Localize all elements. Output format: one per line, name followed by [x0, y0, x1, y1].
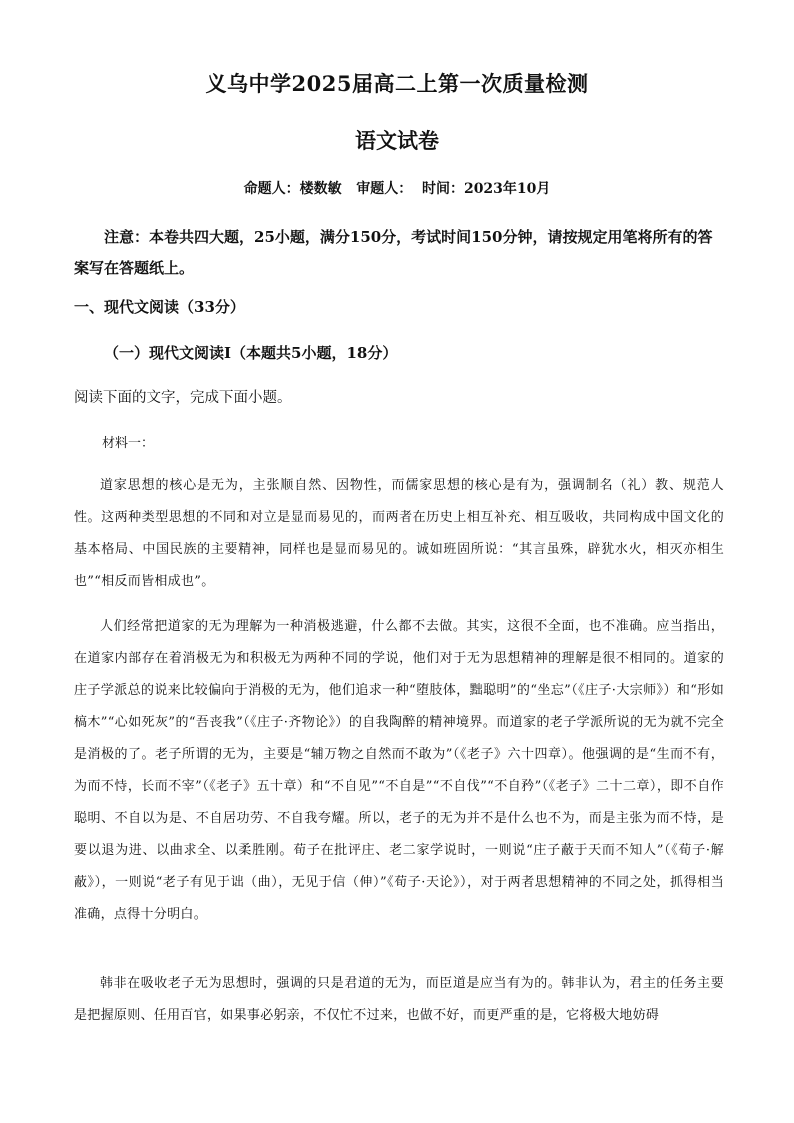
paragraph-3: 韩非在吸收老子无为思想时，强调的只是君道的无为，而臣道是应当有为的。韩非认为，君主的任务主要是把握原则、任用百官，如果事必躬亲，不仅忙不过来，也做不好，而更严重的是，它将极大地妨碍 [74, 976, 724, 1023]
subsection-heading: （一）现代文阅读Ⅰ（本题共5小题，18分） [104, 344, 398, 362]
exam-subtitle: 语文试卷 [355, 128, 439, 153]
paragraph-1: 道家思想的核心是无为，主张顺自然、因物性，而儒家思想的核心是有为，强调制名（礼）教、规范人性。这两种类型思想的不同和对立是显而易见的，而两者在历史上相互补充、相互吸收，共同构成中国文化的基本格局、中国民族的主要精神，同样也是显而易见的。诚如班固所说：“其言虽殊，辟犹水火，相灭亦相生也”“相反而皆相成也”。 [74, 478, 724, 589]
exam-title: 义乌中学2025届高二上第一次质量检测 [205, 71, 589, 96]
paragraph-2: 人们经常把道家的无为理解为一种消极逃避，什么都不去做。其实，这很不全面，也不准确。应当指出，在道家内部存在着消极无为和积极无为两种不同的学说，他们对于无为思想精神的理解是很不相同的。道家的庄子学派总的说来比较偏向于消极的无为，他们追求一种“堕肢体，黜聪明”的“坐忘”（《庄子·大宗师》）和“形如槁木”“心如死灰”的“吾丧我”（《庄子·齐物论》）的自我陶醉的精神境界。而道家的老子学派所说的无为就不完全是消极的了。老子所谓的无为，主要是“辅万物之自然而不敢为”（《老子》六十四章）。他强调的是“生而不有，为而不恃，长而不宰”（《老子》五十章）和“不自见”“不自是”“不自伐”“不自矜”（《老子》二十二章），即不自作聪明、不自以为是、不自居功劳、不自我夸耀。所以，老子的无为并不是什么也不为，而是主张为而不恃，是要以退为进、以曲求全、以柔胜刚。荀子在批评庄、老二家学说时，一则说“庄子蔽于天而不知人”（《荀子·解蔽》），一则说“老子有见于诎（曲），无见于信（伸）”《荀子·天论》），对于两者思想精神的不同之处，抓得相当准确，点得十分明白。 [74, 619, 724, 922]
reading-instruction: 阅读下面的文字，完成下面小题。 [74, 390, 292, 406]
material-label: 材料一： [102, 436, 155, 451]
section-heading: 一、现代文阅读（33分） [74, 298, 245, 316]
exam-notice: 注意：本卷共四大题，25小题，满分150分，考试时间150分钟，请按规定用笔将所有的答案写在答题纸上。 [74, 228, 713, 277]
exam-meta: 命题人：楼数敏 审题人： 时间：2023年10月 [243, 181, 551, 197]
